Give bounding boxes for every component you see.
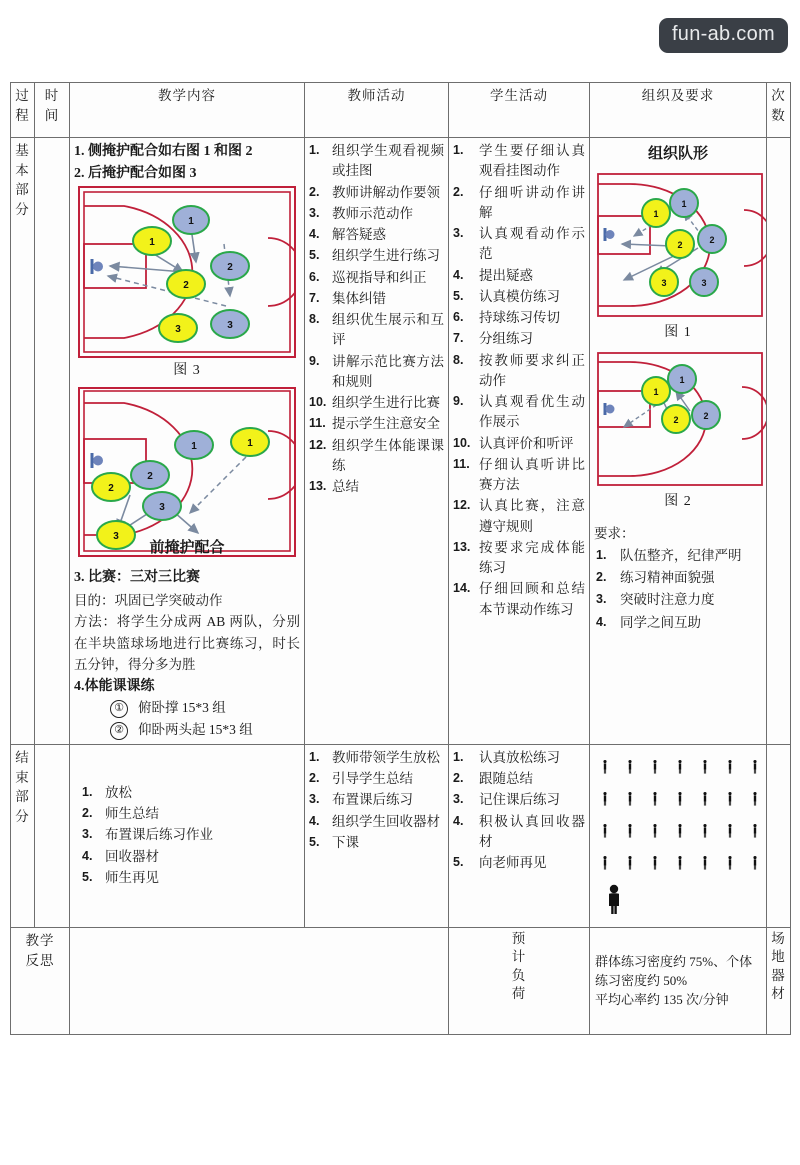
person-icon: [727, 788, 733, 810]
list-item: 提示学生注意安全: [332, 416, 440, 432]
list-item: 按要求完成体能练习: [479, 539, 585, 575]
list-item: 放松: [105, 784, 132, 800]
student-activity-list: [453, 141, 585, 620]
circled-number-2: ②: [110, 722, 128, 740]
venue-label-char2: 地: [771, 949, 786, 965]
main-label-char4: 分: [15, 201, 30, 217]
person-icon: [702, 788, 708, 810]
teacher-activity-list: [309, 141, 444, 497]
list-item: 仔细认真听讲比赛方法: [479, 456, 585, 492]
list-item: 练习精神面貌强: [620, 570, 715, 585]
list-item: 认真评价和听评: [479, 435, 574, 451]
header-student-activity: 学生活动: [449, 83, 590, 138]
game-purpose: 目的：巩固已学突破动作: [74, 592, 223, 608]
main-label-char1: 基: [15, 143, 30, 158]
section-label-main: [11, 138, 35, 745]
list-item: 组织学生进行比赛: [332, 395, 440, 410]
court-diagram-figure3: [78, 186, 296, 358]
main-section-time: [35, 138, 70, 745]
person-icon: [627, 820, 633, 842]
lesson-plan-table: [10, 82, 791, 1035]
svg-text:1: 1: [681, 198, 687, 209]
svg-text:2: 2: [147, 470, 153, 482]
end-teacher-list: [309, 748, 444, 853]
main-teaching-content: [70, 138, 305, 745]
load-values: [590, 928, 767, 1035]
person-icon: [677, 852, 683, 874]
figure2-caption: 图 2: [664, 493, 692, 509]
header-process-char1: 过: [15, 88, 30, 103]
svg-text:2: 2: [183, 279, 189, 291]
list-item: 记住课后练习: [479, 792, 560, 808]
formation-row: [602, 852, 758, 874]
end-label-char3: 部: [15, 789, 30, 805]
site-watermark: fun-ab.com: [659, 18, 788, 53]
person-icon: [727, 820, 733, 842]
person-icon: [602, 788, 608, 810]
list-item: 巡视指导和纠正: [332, 269, 427, 285]
load-label-char1: 预: [511, 931, 527, 947]
person-icon: [677, 788, 683, 810]
svg-text:1: 1: [149, 236, 155, 248]
person-icon: [652, 788, 658, 810]
list-item: 仔细听讲动作讲解: [479, 184, 585, 220]
person-icon: [702, 852, 708, 874]
formation-row: [602, 820, 758, 842]
person-icon: [752, 852, 758, 874]
venue-label: [767, 928, 791, 1035]
svg-text:3: 3: [701, 277, 707, 288]
header-time-char1: 时: [44, 88, 60, 103]
list-item: 组织学生进行练习: [332, 248, 440, 264]
formation-grid: [594, 748, 762, 924]
header-content: 教学内容: [70, 83, 305, 138]
person-icon: [602, 820, 608, 842]
formation-row: [602, 756, 758, 778]
fitness-title: 4.体能课课练: [74, 679, 155, 695]
main-organization: [590, 138, 767, 745]
list-item: 认真观看优生动作展示: [479, 394, 585, 430]
header-process-char2: 程: [15, 107, 30, 123]
svg-text:2: 2: [709, 234, 715, 245]
content-heading-2: 2. 后掩护配合如图 3: [74, 166, 197, 182]
person-icon: [727, 756, 733, 778]
header-count: [767, 83, 791, 138]
load-label-char3: 负: [511, 967, 527, 983]
list-item: 布置课后练习: [332, 792, 413, 808]
content-heading-1: 1. 侧掩护配合如右图 1 和图 2: [74, 144, 253, 159]
person-icon: [677, 820, 683, 842]
person-icon: [727, 852, 733, 874]
fitness-item: [110, 720, 300, 740]
svg-text:2: 2: [677, 239, 683, 250]
list-item: 认真比赛，注意遵守规则: [479, 498, 585, 534]
list-item: 下课: [332, 834, 359, 850]
list-item: 集体纠错: [332, 290, 386, 306]
reflection-label: [11, 928, 70, 1035]
load-heartrate-line: 平均心率约 135 次/分钟: [595, 991, 729, 1007]
list-item: 组织学生体能课课练: [332, 437, 444, 473]
person-icon: [627, 852, 633, 874]
end-student-list: [453, 748, 585, 874]
header-organization: 组织及要求: [590, 83, 767, 138]
end-organization-formation: [590, 744, 767, 927]
load-label-char4: 荷: [511, 985, 527, 1001]
header-count-char2: 数: [771, 107, 786, 123]
list-item: 教师带领学生放松: [332, 749, 440, 765]
list-item: 师生总结: [105, 806, 159, 822]
list-item: 引导学生总结: [332, 771, 413, 787]
end-label-char4: 分: [15, 808, 30, 824]
list-item: 组织学生观看视频或挂图: [332, 143, 444, 179]
person-icon: [652, 852, 658, 874]
person-icon: [702, 820, 708, 842]
list-item: 认真观看动作示范: [479, 226, 585, 262]
svg-text:2: 2: [673, 414, 679, 425]
teacher-position: [602, 884, 758, 920]
main-label-char2: 本: [15, 162, 30, 178]
end-section-row: [11, 744, 791, 927]
list-item: 向老师再见: [479, 855, 547, 871]
person-icon: [602, 852, 608, 874]
fitness-list: [74, 698, 300, 740]
load-label-char2: 计: [511, 949, 527, 965]
svg-text:1: 1: [653, 208, 659, 219]
person-icon: [752, 820, 758, 842]
requirements-heading: 要求：: [594, 525, 635, 541]
person-icon: [752, 788, 758, 810]
svg-text:2: 2: [703, 410, 709, 421]
end-section-time: [35, 744, 70, 927]
end-teaching-content: [70, 744, 305, 927]
svg-text:2: 2: [108, 482, 114, 494]
teacher-icon: [606, 884, 622, 914]
svg-text:1: 1: [653, 386, 659, 397]
fitness-item-text: 仰卧两头起 15*3 组: [138, 721, 253, 737]
end-content-list: [74, 783, 300, 888]
reflection-label-line1: 教学: [25, 933, 55, 949]
list-item: 教师示范动作: [332, 205, 413, 221]
table-header-row: [11, 83, 791, 138]
venue-label-char1: 场: [771, 931, 786, 947]
fitness-item: [110, 698, 300, 718]
svg-text:3: 3: [661, 277, 667, 288]
svg-text:3: 3: [227, 319, 233, 331]
list-item: 组织优生展示和互评: [332, 312, 444, 348]
header-process: [11, 83, 35, 138]
list-item: 队伍整齐，纪律严明: [620, 547, 742, 563]
person-icon: [752, 756, 758, 778]
figure1-caption: 图 1: [664, 324, 692, 340]
header-time-char2: 间: [44, 107, 60, 123]
list-item: 总结: [332, 479, 359, 494]
main-section-count: [767, 138, 791, 745]
list-item: 解答疑惑: [332, 227, 386, 242]
list-item: 按教师要求纠正动作: [479, 352, 585, 388]
svg-text:3: 3: [175, 323, 181, 335]
game-title: 3. 比赛：三对三比赛: [74, 570, 200, 586]
front-screen-caption: 前掩护配合: [149, 539, 225, 556]
game-method: 方法：将学生分成两 AB 两队，分别在半块篮球场地进行比赛练习，时长五分钟，得分多为胜: [74, 614, 300, 673]
circled-number-1: ①: [110, 700, 128, 718]
main-label-char3: 部: [15, 182, 30, 198]
person-icon: [652, 820, 658, 842]
person-icon: [702, 756, 708, 778]
list-item: 同学之间互助: [620, 614, 701, 630]
svg-text:2: 2: [227, 261, 233, 273]
list-item: 突破时注意力度: [620, 592, 715, 608]
list-item: 组织学生回收器材: [332, 813, 440, 829]
person-icon: [652, 756, 658, 778]
end-student-activities: [449, 744, 590, 927]
main-teacher-activities: [305, 138, 449, 745]
svg-text:3: 3: [113, 530, 119, 542]
end-label-char2: 束: [15, 769, 30, 785]
list-item: 认真模仿练习: [479, 288, 560, 304]
court-diagram-figure1: [594, 170, 766, 320]
header-teacher-activity: 教师活动: [305, 83, 449, 138]
reflection-text-area[interactable]: [70, 928, 449, 1035]
main-section-row: [11, 138, 791, 745]
svg-text:1: 1: [188, 215, 194, 227]
list-item: 回收器材: [105, 848, 159, 864]
svg-text:3: 3: [159, 501, 165, 513]
list-item: 持球练习传切: [479, 310, 560, 325]
list-item: 认真放松练习: [479, 749, 560, 765]
court-diagram-figure2: [594, 349, 766, 489]
load-label: [449, 928, 590, 1035]
reflection-label-line2: 反思: [25, 952, 55, 968]
svg-text:1: 1: [247, 437, 253, 449]
court-diagram-front-screen: [78, 387, 296, 557]
venue-label-char3: 器: [771, 967, 786, 983]
list-item: 讲解示范比赛方法和规则: [332, 353, 444, 389]
organization-title: 组织队形: [647, 146, 708, 162]
fitness-item-text: 俯卧撑 15*3 组: [138, 700, 226, 716]
list-item: 积极认真回收器材: [479, 813, 585, 849]
end-label-char1: 结: [15, 749, 30, 765]
person-icon: [627, 788, 633, 810]
list-item: 师生再见: [105, 869, 159, 885]
section-label-end: [11, 744, 35, 927]
list-item: 教师讲解动作要领: [332, 184, 440, 200]
load-density-line: 群体练习密度约 75%、个体练习密度约 50%: [595, 953, 753, 988]
list-item: 提出疑惑: [479, 267, 533, 283]
header-time: [35, 83, 70, 138]
list-item: 学生要仔细认真观看挂图动作: [479, 143, 585, 179]
list-item: 分组练习: [479, 331, 533, 347]
main-student-activities: [449, 138, 590, 745]
venue-label-char4: 材: [771, 985, 786, 1001]
formation-row: [602, 788, 758, 810]
end-teacher-activities: [305, 744, 449, 927]
list-item: 仔细回顾和总结本节课动作练习: [479, 581, 585, 617]
reflection-row: [11, 928, 791, 1035]
header-count-char1: 次: [771, 88, 786, 103]
figure3-caption: 图 3: [173, 362, 201, 378]
list-item: 布置课后练习作业: [105, 827, 213, 843]
requirements-list: [594, 546, 762, 633]
end-section-count: [767, 744, 791, 927]
list-item: 跟随总结: [479, 771, 533, 787]
svg-text:1: 1: [191, 440, 197, 452]
person-icon: [602, 756, 608, 778]
person-icon: [677, 756, 683, 778]
requirements-block: [594, 524, 762, 633]
person-icon: [627, 756, 633, 778]
svg-text:1: 1: [679, 374, 685, 385]
